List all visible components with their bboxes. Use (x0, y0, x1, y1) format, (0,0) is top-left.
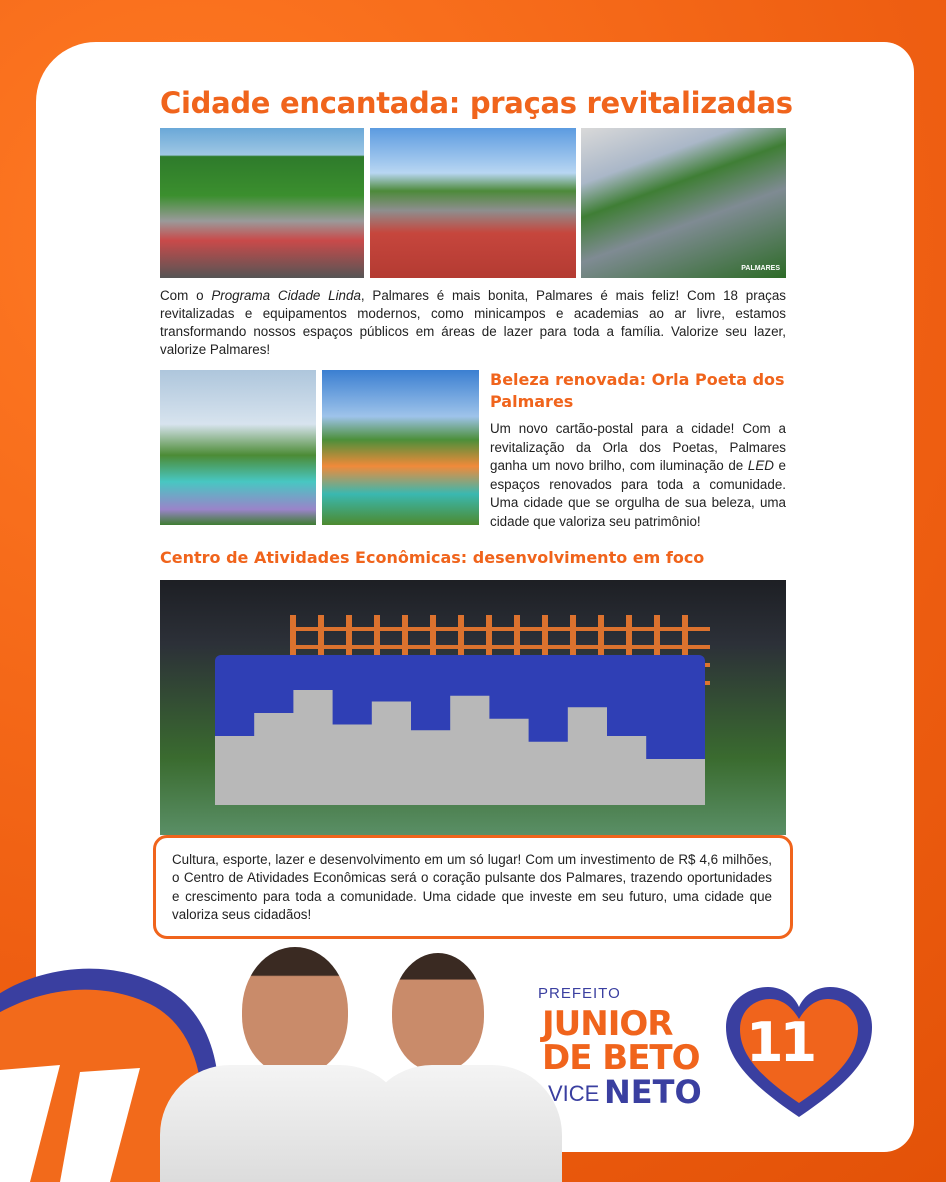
mayor-role-label: PREFEITO (538, 985, 621, 1002)
vice-name: NETO (604, 1073, 702, 1111)
orla-photo-1 (160, 370, 316, 525)
section2-title: Beleza renovada: Orla Poeta dos Palmares (490, 370, 785, 411)
mayor-name-line1: JUNIOR (542, 1004, 673, 1044)
section3-body: Cultura, esporte, lazer e desenvolvimento em um só lugar! Com um investimento de R$ 4,6 milhões, o Centro de Atividades Econômicas será o coração pulsante dos Palmares, trazendo oportunidades e crescimento para toda a comunidade. Uma cidade que investe em seu futuro, uma cidade que valoriza seus cidadãos! (172, 852, 772, 923)
candidates-photo (150, 905, 570, 1182)
section3-title: Centro de Atividades Econômicas: desenvolvimento em foco (160, 548, 705, 567)
vice-head (392, 953, 484, 1071)
section2-body: Um novo cartão-postal para a cidade! Com a revitalização da Orla dos Poetas, Palmares ganha um novo brilho, com iluminação de LED e espaços renovados para toda a comunidade. Uma cidade que se orgulha de sua beleza, uma cidade que valoriza seu patrimônio! (490, 421, 787, 529)
mayor-head (242, 947, 348, 1075)
plaza-photo-2 (370, 128, 576, 278)
campaign-number: 11 (746, 1011, 814, 1074)
economic-center-model-photo (160, 580, 786, 835)
campaign-brand-block (538, 985, 878, 1115)
orla-photo-2 (322, 370, 479, 525)
photo-watermark: PALMARES (741, 265, 780, 272)
plaza-photo-1 (160, 128, 364, 278)
vice-role-label: VICE (548, 1081, 600, 1106)
section1-body: Com o Programa Cidade Linda, Palmares é mais bonita, Palmares é mais feliz! Com 18 praças revitalizadas e equipamentos modernos, como minicampos e academias ao ar livre, estamos transformando nossos espaços públicos em áreas de lazer para toda a família. Valorize seu lazer, valorize Palmares! (160, 288, 786, 357)
section1-title: Cidade encantada: praças revitalizadas (160, 86, 793, 120)
plaza-photo-3 (581, 128, 786, 278)
mayor-name-line2: DE BETO (542, 1038, 700, 1078)
vice-shirt (362, 1065, 562, 1182)
